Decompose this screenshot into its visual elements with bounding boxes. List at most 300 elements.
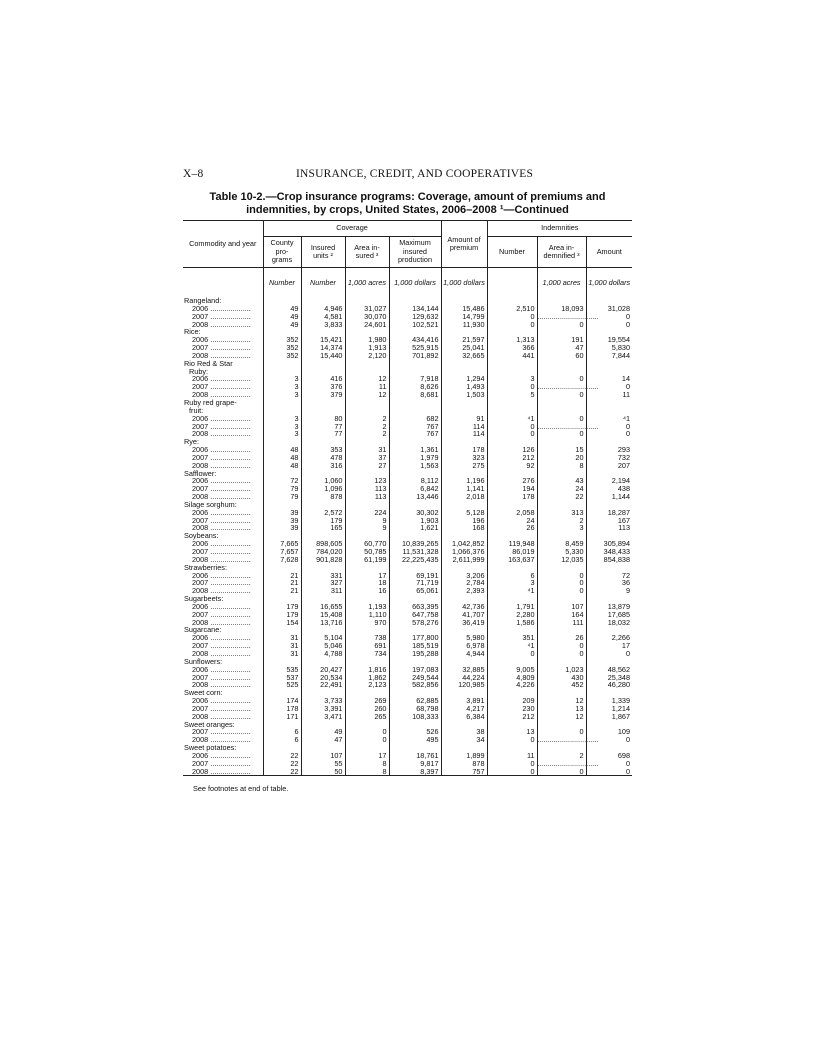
table-cell: 647,758 xyxy=(389,611,441,619)
table-cell: 1,586 xyxy=(487,619,537,627)
table-cell: 5,330 xyxy=(537,548,586,556)
table-cell: 48,562 xyxy=(586,666,632,674)
leader-dots: .................... xyxy=(208,413,251,423)
table-cell: 178 xyxy=(487,493,537,501)
table-cell: 9 xyxy=(345,524,389,532)
table-cell: 165 xyxy=(301,524,345,532)
row-year-text: 2006 xyxy=(192,476,209,486)
table-cell: 316 xyxy=(301,462,345,470)
table-cell: 32,665 xyxy=(441,352,487,360)
table-cell: 49 xyxy=(263,313,301,321)
row-commodity: Sunflowers: xyxy=(184,656,223,666)
row-year-text: 2007 xyxy=(192,311,209,321)
table-cell: 4,809 xyxy=(487,674,537,682)
leader-dots: .................... xyxy=(208,727,251,737)
row-year-text: 2008 xyxy=(192,523,209,533)
table-cell: 8,397 xyxy=(389,768,441,776)
table-cell: 22 xyxy=(263,752,301,760)
table-cell: 1,096 xyxy=(301,485,345,493)
leader-dots: .................... xyxy=(208,601,251,611)
table-cell: 2,393 xyxy=(441,587,487,595)
table-cell: 9,005 xyxy=(487,666,537,674)
table-cell: 0 xyxy=(537,579,586,587)
table-cell: 8,459 xyxy=(537,540,586,548)
table-cell: 3 xyxy=(263,423,301,431)
table-cell: 1,339 xyxy=(586,697,632,705)
table-cell: 114 xyxy=(441,430,487,438)
table-cell: .............................. xyxy=(537,421,599,431)
leader-dots: .................... xyxy=(208,554,251,564)
row-year-text: 2008 xyxy=(192,350,209,360)
table-cell: ⁴1 xyxy=(487,587,537,595)
table-cell: 17 xyxy=(345,572,389,580)
table-cell: 1,791 xyxy=(487,603,537,611)
table-cell: 14 xyxy=(586,375,632,383)
table-cell: 20,534 xyxy=(301,674,345,682)
table-cell: 47 xyxy=(537,344,586,352)
table-cell: 177,800 xyxy=(389,634,441,642)
table-cell: 1,913 xyxy=(345,344,389,352)
table-cell: 3 xyxy=(487,579,537,587)
row-year xyxy=(183,768,263,776)
table-cell: 77 xyxy=(301,430,345,438)
table-cell: 878 xyxy=(441,760,487,768)
table-cell: 207 xyxy=(586,462,632,470)
table-cell: 2,120 xyxy=(345,352,389,360)
table-cell: 6 xyxy=(487,572,537,580)
table-cell: 0 xyxy=(487,321,537,329)
row-commodity: Rangeland: xyxy=(184,296,222,305)
table-cell: 113 xyxy=(345,493,389,501)
table-cell: 7,918 xyxy=(389,375,441,383)
table-cell: 0 xyxy=(537,430,586,438)
row-commodity: Rice: xyxy=(184,327,201,337)
table-cell: 3,391 xyxy=(301,705,345,713)
footnote: See footnotes at end of table. xyxy=(193,784,289,793)
table-cell: 0 xyxy=(586,736,632,744)
table-cell: 26 xyxy=(537,634,586,642)
leader-dots: .................... xyxy=(208,758,251,768)
row-year-text: 2008 xyxy=(192,460,209,470)
table-cell: 18,287 xyxy=(586,509,632,517)
page-number: X–8 xyxy=(183,168,204,180)
table-cell: 0 xyxy=(586,650,632,658)
table-cell: 11 xyxy=(487,752,537,760)
table-cell: 102,521 xyxy=(389,321,441,329)
header-indemnities-group: Indemnities xyxy=(487,221,632,237)
table-cell: 6 xyxy=(263,736,301,744)
row-commodity: Safflower: xyxy=(184,468,217,478)
table-cell: 171 xyxy=(263,713,301,721)
table-cell: 18,032 xyxy=(586,619,632,627)
table-cell: 111 xyxy=(537,619,586,627)
table-cell: 2,194 xyxy=(586,477,632,485)
table-cell: 21,597 xyxy=(441,336,487,344)
table-cell: 0 xyxy=(537,391,586,399)
table-cell: .............................. xyxy=(537,311,599,321)
table-cell: 13,879 xyxy=(586,603,632,611)
table-cell: 1,980 xyxy=(345,336,389,344)
table-cell: 663,395 xyxy=(389,603,441,611)
table-cell: 269 xyxy=(345,697,389,705)
header-area-indemnified: Area in- demnified ³ xyxy=(537,237,586,268)
table-cell: 3 xyxy=(263,430,301,438)
table-cell: 41,707 xyxy=(441,611,487,619)
table-row xyxy=(183,321,632,329)
table-cell: 31 xyxy=(263,642,301,650)
row-year-text: 2006 xyxy=(192,539,209,549)
table-cell: 854,838 xyxy=(586,556,632,564)
table-cell: 27 xyxy=(345,462,389,470)
row-commodity: fruit: xyxy=(189,405,204,415)
row-year-text: 2008 xyxy=(192,492,209,502)
table-cell: 39 xyxy=(263,509,301,517)
table-cell: 305,894 xyxy=(586,540,632,548)
leader-dots: .................... xyxy=(208,374,251,384)
table-cell: 1,903 xyxy=(389,517,441,525)
table-cell: ⁴1 xyxy=(487,642,537,650)
table-cell: 21 xyxy=(263,572,301,580)
unit-number xyxy=(487,268,537,289)
table-cell: 34 xyxy=(441,736,487,744)
table-cell: 9,817 xyxy=(389,760,441,768)
table-cell: 0 xyxy=(537,375,586,383)
table-cell: 276 xyxy=(487,477,537,485)
table-cell: 0 xyxy=(345,736,389,744)
unit-insured-units: Number xyxy=(301,268,345,289)
table-cell: 119,948 xyxy=(487,540,537,548)
table-cell: 6,978 xyxy=(441,642,487,650)
table-cell: 4,226 xyxy=(487,681,537,689)
row-commodity: Sugarcane: xyxy=(184,625,222,635)
table-cell: 452 xyxy=(537,681,586,689)
table-cell: 3,833 xyxy=(301,321,345,329)
table-cell: 275 xyxy=(441,462,487,470)
row-year-text: 2007 xyxy=(192,547,209,556)
table-cell: 123 xyxy=(345,477,389,485)
table-cell: 1,023 xyxy=(537,666,586,674)
table-cell: 14,799 xyxy=(441,313,487,321)
table-cell: 691 xyxy=(345,642,389,650)
table-row xyxy=(183,493,632,501)
table-cell: 0 xyxy=(586,760,632,768)
table-cell: 24 xyxy=(537,485,586,493)
table-cell: 0 xyxy=(586,321,632,329)
table-cell: 17 xyxy=(586,642,632,650)
unit-county-programs: Number xyxy=(263,268,301,289)
table-group-row xyxy=(183,360,632,368)
table-cell: 32,885 xyxy=(441,666,487,674)
table-body xyxy=(183,297,632,776)
table-cell: .............................. xyxy=(537,382,599,392)
leader-dots: .................... xyxy=(208,617,251,627)
table-cell: 1,144 xyxy=(586,493,632,501)
table-title xyxy=(183,191,632,216)
row-year-text: 2007 xyxy=(192,515,209,525)
table-cell: 12,035 xyxy=(537,556,586,564)
row-year-text: 2008 xyxy=(192,390,209,400)
leader-dots: .................... xyxy=(208,539,251,549)
table-cell: 31,028 xyxy=(586,305,632,313)
table-cell: 249,544 xyxy=(389,674,441,682)
table-cell: 2,058 xyxy=(487,509,537,517)
row-commodity: Ruby: xyxy=(189,366,209,376)
table-cell: 525 xyxy=(263,681,301,689)
table-cell: 1,899 xyxy=(441,752,487,760)
table-cell: 379 xyxy=(301,391,345,399)
table-cell: 44,224 xyxy=(441,674,487,682)
table-cell: 434,416 xyxy=(389,336,441,344)
leader-dots: .................... xyxy=(208,335,251,345)
table-cell: 15,440 xyxy=(301,352,345,360)
table-cell: 535 xyxy=(263,666,301,674)
table-cell: 69,191 xyxy=(389,572,441,580)
table-cell: 24,601 xyxy=(345,321,389,329)
table-cell: 6,842 xyxy=(389,485,441,493)
table-cell: 6,384 xyxy=(441,713,487,721)
table-cell: 8 xyxy=(345,768,389,776)
unit-amount-of-premium: 1,000 dollars xyxy=(441,268,487,289)
table-cell: 366 xyxy=(487,344,537,352)
table-cell: 732 xyxy=(586,454,632,462)
table-cell: 2,784 xyxy=(441,579,487,587)
table-cell: 1,214 xyxy=(586,705,632,713)
leader-dots: .................... xyxy=(208,303,251,313)
header-county-programs: County pro- grams xyxy=(263,237,301,268)
table-cell: 120,985 xyxy=(441,681,487,689)
leader-dots: .................... xyxy=(208,750,251,760)
crop-insurance-table xyxy=(183,220,632,776)
header-max-insured-production: Maximum insured production xyxy=(389,237,441,268)
unit-area-indemnified: 1,000 acres xyxy=(537,268,586,289)
table-row xyxy=(183,430,632,438)
table-cell: ⁴1 xyxy=(586,415,632,423)
table-cell: 25,041 xyxy=(441,344,487,352)
row-year-text: 2006 xyxy=(192,633,209,643)
row-year-text: 2007 xyxy=(192,703,209,713)
table-cell: 2,018 xyxy=(441,493,487,501)
table-cell: 1,193 xyxy=(345,603,389,611)
row-year-text: 2008 xyxy=(192,648,209,658)
leader-dots: .................... xyxy=(208,680,251,690)
header-commodity-year: Commodity and year xyxy=(183,221,263,268)
row-year-text: 2006 xyxy=(192,601,209,611)
table-cell: 47 xyxy=(301,736,345,744)
table-cell: 376 xyxy=(301,383,345,391)
table-cell: 49 xyxy=(263,305,301,313)
table-cell: 16 xyxy=(345,587,389,595)
table-cell: 1,493 xyxy=(441,383,487,391)
table-cell: 22 xyxy=(263,760,301,768)
table-cell: 12 xyxy=(345,375,389,383)
table-row xyxy=(183,768,632,776)
table-cell: 224 xyxy=(345,509,389,517)
table-cell: 0 xyxy=(487,650,537,658)
leader-dots: .................... xyxy=(208,703,251,713)
leader-dots: .................... xyxy=(208,711,251,721)
table-cell: 15,421 xyxy=(301,336,345,344)
table-cell: 212 xyxy=(487,454,537,462)
row-year-text: 2008 xyxy=(192,319,209,329)
row-year-text: 2006 xyxy=(192,413,209,423)
table-cell: 60 xyxy=(537,352,586,360)
table-cell: 43 xyxy=(537,477,586,485)
table-cell: 30,302 xyxy=(389,509,441,517)
table-cell: 352 xyxy=(263,352,301,360)
table-cell: 260 xyxy=(345,705,389,713)
table-cell: 4,581 xyxy=(301,313,345,321)
table-cell: 7,657 xyxy=(263,548,301,556)
table-cell: 79 xyxy=(263,493,301,501)
table-cell: 114 xyxy=(441,423,487,431)
table-cell: 6 xyxy=(263,728,301,736)
table-cell: 2,266 xyxy=(586,634,632,642)
table-cell: 0 xyxy=(537,728,586,736)
table-cell: 2,611,999 xyxy=(441,556,487,564)
table-cell: 163,637 xyxy=(487,556,537,564)
leader-dots: .................... xyxy=(208,319,251,329)
table-cell: 22 xyxy=(263,768,301,776)
table-cell: 15 xyxy=(537,446,586,454)
table-cell: 441 xyxy=(487,352,537,360)
table-cell: 898,605 xyxy=(301,540,345,548)
table-row xyxy=(183,736,632,744)
row-year-text: 2006 xyxy=(192,374,209,384)
table-cell: 438 xyxy=(586,485,632,493)
row-year-text: 2007 xyxy=(192,343,209,353)
table-cell: 4,788 xyxy=(301,650,345,658)
table-cell: 757 xyxy=(441,768,487,776)
table-cell: 5,980 xyxy=(441,634,487,642)
table-cell: 46,280 xyxy=(586,681,632,689)
header-coverage-group: Coverage xyxy=(263,221,441,237)
table-title-line-2: indemnities, by crops, United States, 2006–2008 ¹—Continued xyxy=(246,203,569,216)
table-cell: 767 xyxy=(389,423,441,431)
table-row xyxy=(183,713,632,721)
header-area-insured: Area in- sured ³ xyxy=(345,237,389,268)
table-cell: 11 xyxy=(345,383,389,391)
table-cell: 313 xyxy=(537,509,586,517)
leader-dots: .................... xyxy=(208,515,251,525)
table-cell: 1,816 xyxy=(345,666,389,674)
table-cell: 50,785 xyxy=(345,548,389,556)
table-cell: 526 xyxy=(389,728,441,736)
table-cell: 49 xyxy=(263,321,301,329)
table-cell: 3 xyxy=(487,375,537,383)
table-cell: 72 xyxy=(263,477,301,485)
table-cell: 61,199 xyxy=(345,556,389,564)
table-cell: 2 xyxy=(345,423,389,431)
table-cell: 0 xyxy=(537,642,586,650)
table-cell: 582,856 xyxy=(389,681,441,689)
table-cell: 12 xyxy=(537,713,586,721)
unit-max-insured-production: 1,000 dollars xyxy=(389,268,441,289)
table-cell: 0 xyxy=(487,768,537,776)
table-cell: 24 xyxy=(487,517,537,525)
table-cell: 134,144 xyxy=(389,305,441,313)
header-amount-of-premium: Amount of premium xyxy=(441,221,487,268)
leader-dots: .................... xyxy=(208,664,251,674)
leader-dots: .................... xyxy=(208,578,251,588)
page-header xyxy=(183,168,632,182)
leader-dots: .................... xyxy=(208,735,251,745)
table-cell: 2 xyxy=(537,752,586,760)
table-cell: 0 xyxy=(345,728,389,736)
row-year-text: 2007 xyxy=(192,382,209,392)
leader-dots: .................... xyxy=(208,609,251,619)
row-year-text: 2006 xyxy=(192,750,209,760)
leader-dots: .................... xyxy=(208,633,251,643)
table-cell: 0 xyxy=(487,383,537,391)
leader-dots: .................... xyxy=(208,311,251,321)
table-cell: 4,944 xyxy=(441,650,487,658)
table-cell: 878 xyxy=(301,493,345,501)
table-cell: 0 xyxy=(487,736,537,744)
section-title: INSURANCE, CREDIT, AND COOPERATIVES xyxy=(296,168,534,180)
row-year-text: 2007 xyxy=(192,758,209,768)
table-cell: 2 xyxy=(345,415,389,423)
leader-dots: .................... xyxy=(208,350,251,360)
table-cell: 108,333 xyxy=(389,713,441,721)
table-cell: 16,655 xyxy=(301,603,345,611)
row-year-text: 2008 xyxy=(192,617,209,627)
table-cell: 1,621 xyxy=(389,524,441,532)
row-year-text: 2007 xyxy=(192,672,209,682)
table-cell: 5,128 xyxy=(441,509,487,517)
table-cell: 113 xyxy=(345,485,389,493)
table-cell: 1,862 xyxy=(345,674,389,682)
row-year-text: 2007 xyxy=(192,609,209,619)
row-year-text: 2006 xyxy=(192,335,209,345)
table-cell: 1,060 xyxy=(301,477,345,485)
table-cell: 55 xyxy=(301,760,345,768)
table-title-line-1: Table 10-2.—Crop insurance programs: Coverage, amount of premiums and xyxy=(209,191,606,203)
row-year-text: 2006 xyxy=(192,303,209,313)
leader-dots: .................... xyxy=(208,523,251,533)
table-cell: 50 xyxy=(301,768,345,776)
table-cell: 4,217 xyxy=(441,705,487,713)
leader-dots: .................... xyxy=(208,696,251,706)
row-commodity: Rio Red & Star xyxy=(184,358,233,368)
table-cell: 113 xyxy=(586,524,632,532)
leader-dots: .................... xyxy=(208,641,251,651)
table-cell: 3 xyxy=(263,391,301,399)
table-cell: 48 xyxy=(263,462,301,470)
leader-dots: .................... xyxy=(208,382,251,392)
row-commodity: Silage sorghum: xyxy=(184,499,237,509)
table-cell: 71,719 xyxy=(389,579,441,587)
table-cell: 738 xyxy=(345,634,389,642)
table-cell: 525,915 xyxy=(389,344,441,352)
table-cell: 1,503 xyxy=(441,391,487,399)
table-cell: 48 xyxy=(263,454,301,462)
table-cell: 2 xyxy=(345,430,389,438)
table-cell: 0 xyxy=(537,768,586,776)
table-cell: 1,196 xyxy=(441,477,487,485)
row-year-text: 2008 xyxy=(192,429,209,439)
leader-dots: .................... xyxy=(208,476,251,486)
table-cell: 37 xyxy=(345,454,389,462)
table-cell: 698 xyxy=(586,752,632,760)
leader-dots: .................... xyxy=(208,586,251,596)
table-cell: 537 xyxy=(263,674,301,682)
row-year-text: 2008 xyxy=(192,735,209,745)
table-cell: 0 xyxy=(537,587,586,595)
table-cell: 348,433 xyxy=(586,548,632,556)
table-cell: 167 xyxy=(586,517,632,525)
table-cell: 12 xyxy=(345,391,389,399)
row-commodity: Rye: xyxy=(184,437,200,447)
